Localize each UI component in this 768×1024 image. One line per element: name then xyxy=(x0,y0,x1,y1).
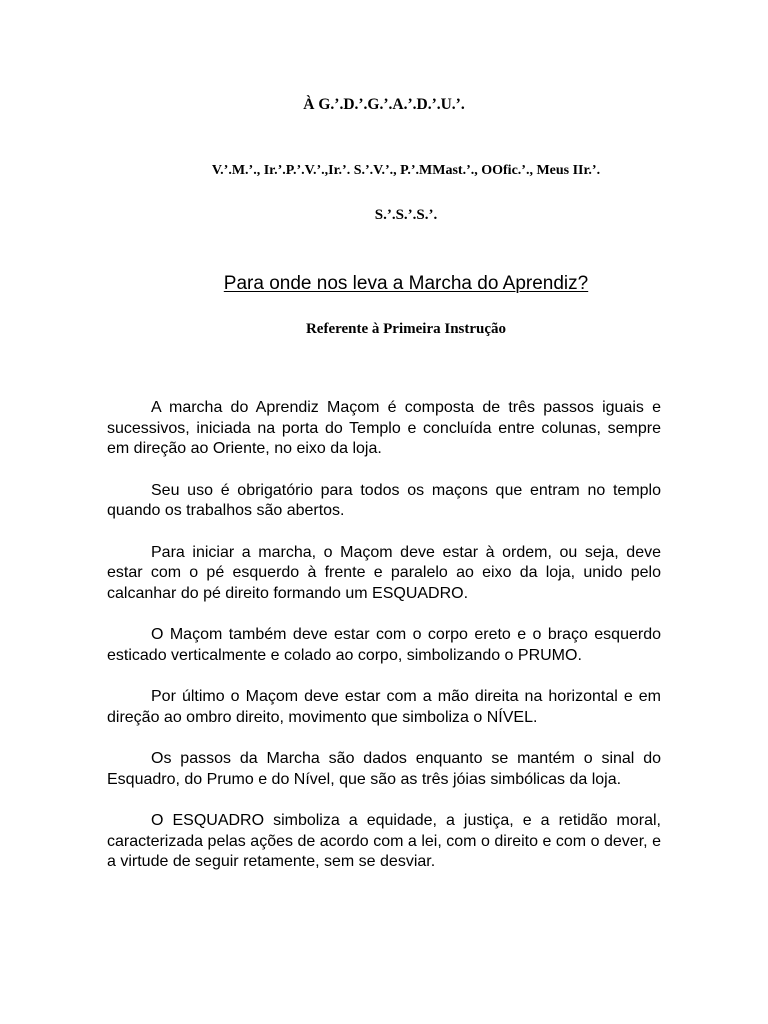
paragraph: Por último o Maçom deve estar com a mão direita na horizontal e em direção ao ombro direito, movimento que simboliza o NÍVEL. xyxy=(107,688,661,726)
paragraph: Os passos da Marcha são dados enquanto se mantém o sinal do Esquadro, do Prumo e do Nível, que são as três jóias simbólicas da loja. xyxy=(107,750,661,788)
greeting-line: S.’.S.’.S.’. xyxy=(374,207,438,223)
invocation-heading: À G.’.D.’.G.’.A.’.D.’.U.’. xyxy=(303,96,465,113)
document-title: Para onde nos leva a Marcha do Aprendiz? xyxy=(223,273,589,294)
paragraph: Seu uso é obrigatório para todos os maçons que entram no templo quando os trabalhos são abertos. xyxy=(107,481,661,519)
paragraph: A marcha do Aprendiz Maçom é composta de três passos iguais e sucessivos, iniciada na porta do Templo e concluída entre colunas, sempre em direção ao Oriente, no eixo da loja. xyxy=(107,399,661,457)
salutation-line: V.’.M.’., Ir.’.P.’.V.’.,Ir.’. S.’.V.’., P.’.MMast.’., OOfic.’., Meus IIr.’. xyxy=(211,163,601,178)
document-subtitle: Referente à Primeira Instrução xyxy=(305,321,507,337)
document-body xyxy=(107,398,661,894)
paragraph: Para iniciar a marcha, o Maçom deve estar à ordem, ou seja, deve estar com o pé esquerdo à frente e paralelo ao eixo da loja, unido pelo calcanhar do pé direito formando um ESQUADRO. xyxy=(107,543,661,602)
paragraph: O Maçom também deve estar com o corpo ereto e o braço esquerdo esticado verticalmente e colado ao corpo, simbolizando o PRUMO. xyxy=(107,626,661,664)
paragraph: O ESQUADRO simboliza a equidade, a justiça, e a retidão moral, caracterizada pelas ações de acordo com a lei, com o direito e com o dever, e a virtude de seguir retamente, sem se desviar. xyxy=(107,812,661,870)
